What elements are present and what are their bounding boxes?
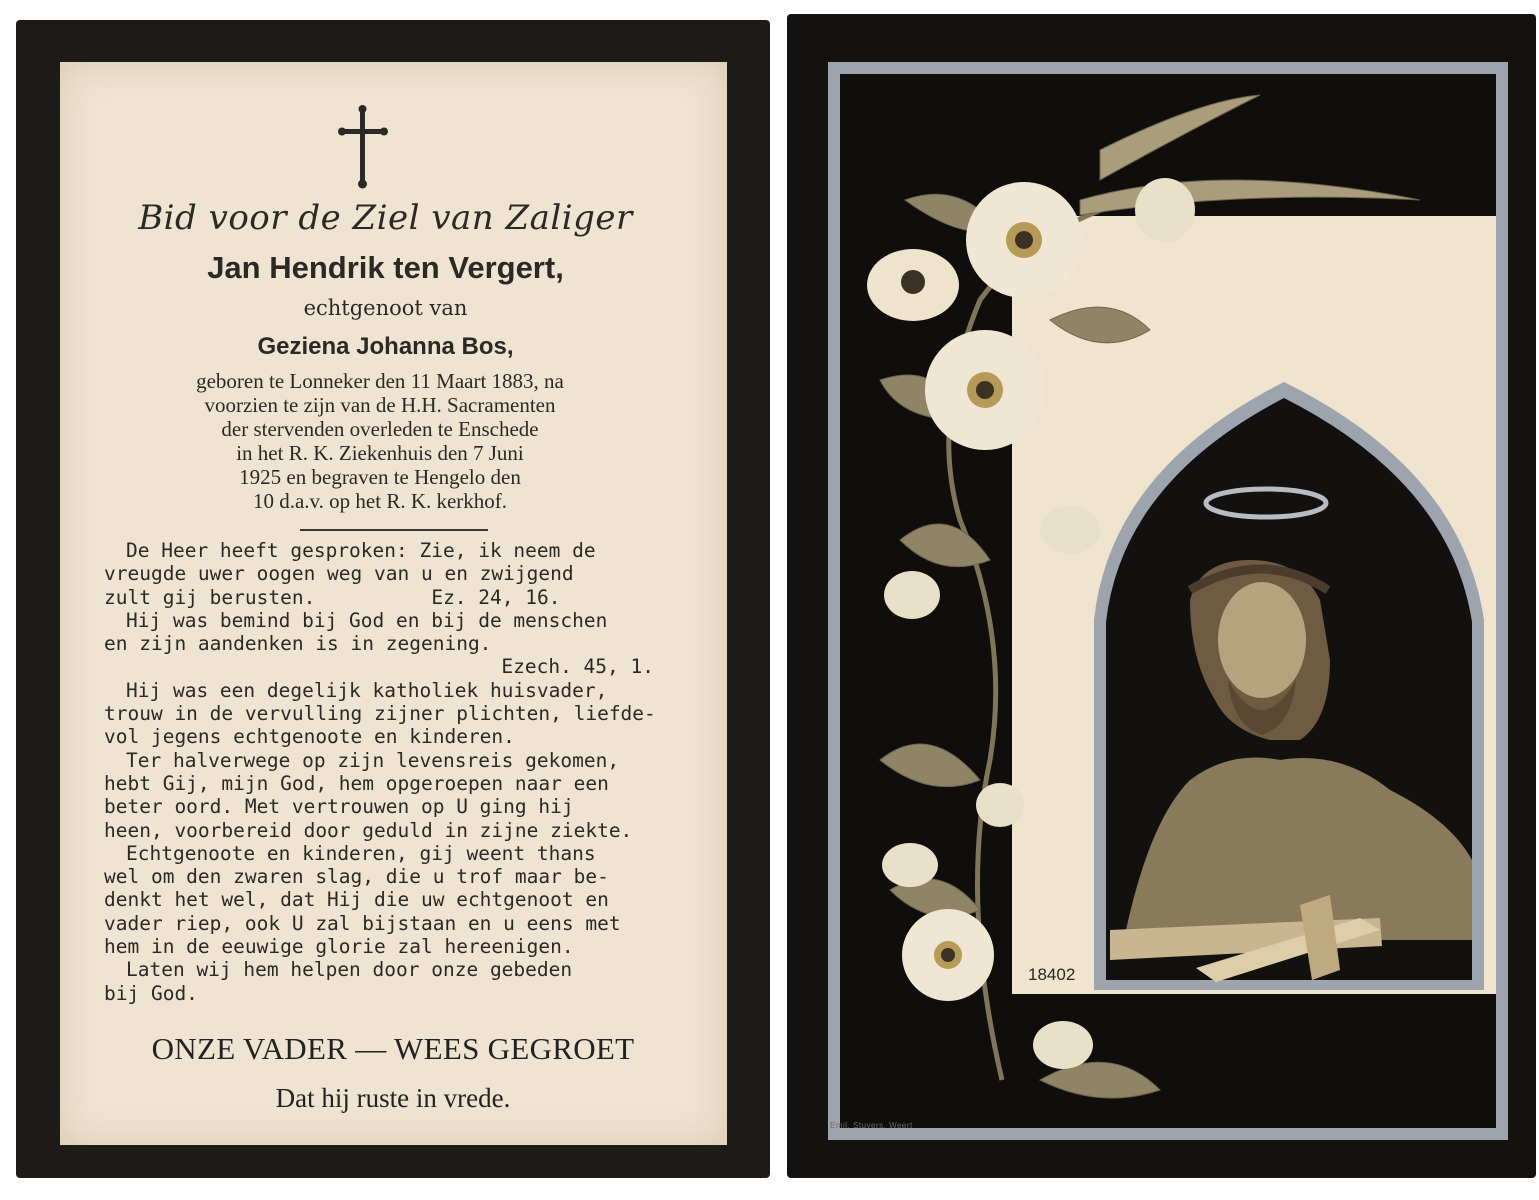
body-line: hem in de eeuwige glorie zal hereenigen. (104, 935, 574, 959)
body-line: heen, voorbereid door geduld in zijne ziekte. (104, 818, 633, 842)
bio-line: der stervenden overleden te Enschede (221, 417, 539, 441)
body-line: hebt Gij, mijn God, hem opgeroepen naar een (104, 771, 609, 795)
flower-bud-icon (1033, 1021, 1093, 1069)
daisy-flower-icon (925, 330, 1045, 450)
bio-line: voorzien te zijn van de H.H. Sacramenten (204, 393, 556, 417)
closing-line: Dat hij ruste in vrede. (275, 1083, 511, 1113)
body-line: beter oord. Met vertrouwen op U ging hij (104, 795, 574, 819)
deceased-name: Jan Hendrik ten Vergert, (207, 250, 564, 285)
body-line: wel om den zwaren slag, die u trof maar be- (104, 865, 609, 889)
prayer-line: ONZE VADER — WEES GEGROET (151, 1031, 635, 1066)
daisy-flower-icon (966, 182, 1082, 298)
body-line: bij God. (104, 981, 198, 1005)
bio-line: geboren te Lonneker den 11 Maart 1883, na (196, 369, 564, 393)
daisy-flower-icon (902, 909, 994, 1001)
flower-bud-icon (884, 571, 940, 619)
flower-bud-icon (882, 843, 938, 887)
spouse-name: Geziena Johanna Bos, (257, 333, 514, 360)
invocation-heading: Bid voor de Ziel van Zaliger (138, 198, 633, 238)
body-line: Hij was bemind bij God en bij de menschen (126, 608, 608, 632)
body-line: Echtgenoote en kinderen, gij weent thans (126, 841, 596, 865)
bio-line: 10 d.a.v. op het R. K. kerkhof. (252, 489, 508, 513)
scripture-reference: Ezech. 45, 1. (501, 655, 654, 679)
body-line: vader riep, ook U zal bijstaan en u eens met (104, 911, 621, 935)
body-line: denkt het wel, dat Hij die uw echtgenoot en (104, 888, 609, 912)
body-line: en zijn aandenken is in zegening. (104, 632, 492, 656)
poppy-flower-icon (867, 249, 959, 321)
bio-line: in het R. K. Ziekenhuis den 7 Juni (236, 441, 524, 465)
body-line: trouw in de vervulling zijner plichten, liefde- (104, 702, 656, 726)
flower-bud-icon (1040, 506, 1100, 554)
scripture-reference: Ez. 24, 16. (431, 585, 561, 609)
spouse-intro: echtgenoot van (303, 296, 468, 320)
body-line: De Heer heeft gesproken: Zie, ik neem de (126, 539, 596, 562)
bio-line: 1925 en begraven te Hengelo den (239, 465, 521, 489)
body-line: zult gij berusten. (104, 585, 316, 609)
body-line: Laten wij hem helpen door onze gebeden (126, 958, 573, 982)
flower-bud-icon (1135, 178, 1195, 242)
body-line: Ter halverwege op zijn levensreis gekomen, (126, 748, 620, 772)
publisher-mark: Emil. Stuvers. Weert (830, 1121, 913, 1130)
flower-bud-icon (976, 783, 1024, 827)
body-line: Hij was een degelijk katholiek huisvader, (126, 678, 608, 702)
body-line: vreugde uwer oogen weg van u en zwijgend (104, 562, 574, 586)
card-number: 18402 (1028, 965, 1076, 984)
body-line: vol jegens echtgenoote en kinderen. (104, 725, 515, 749)
